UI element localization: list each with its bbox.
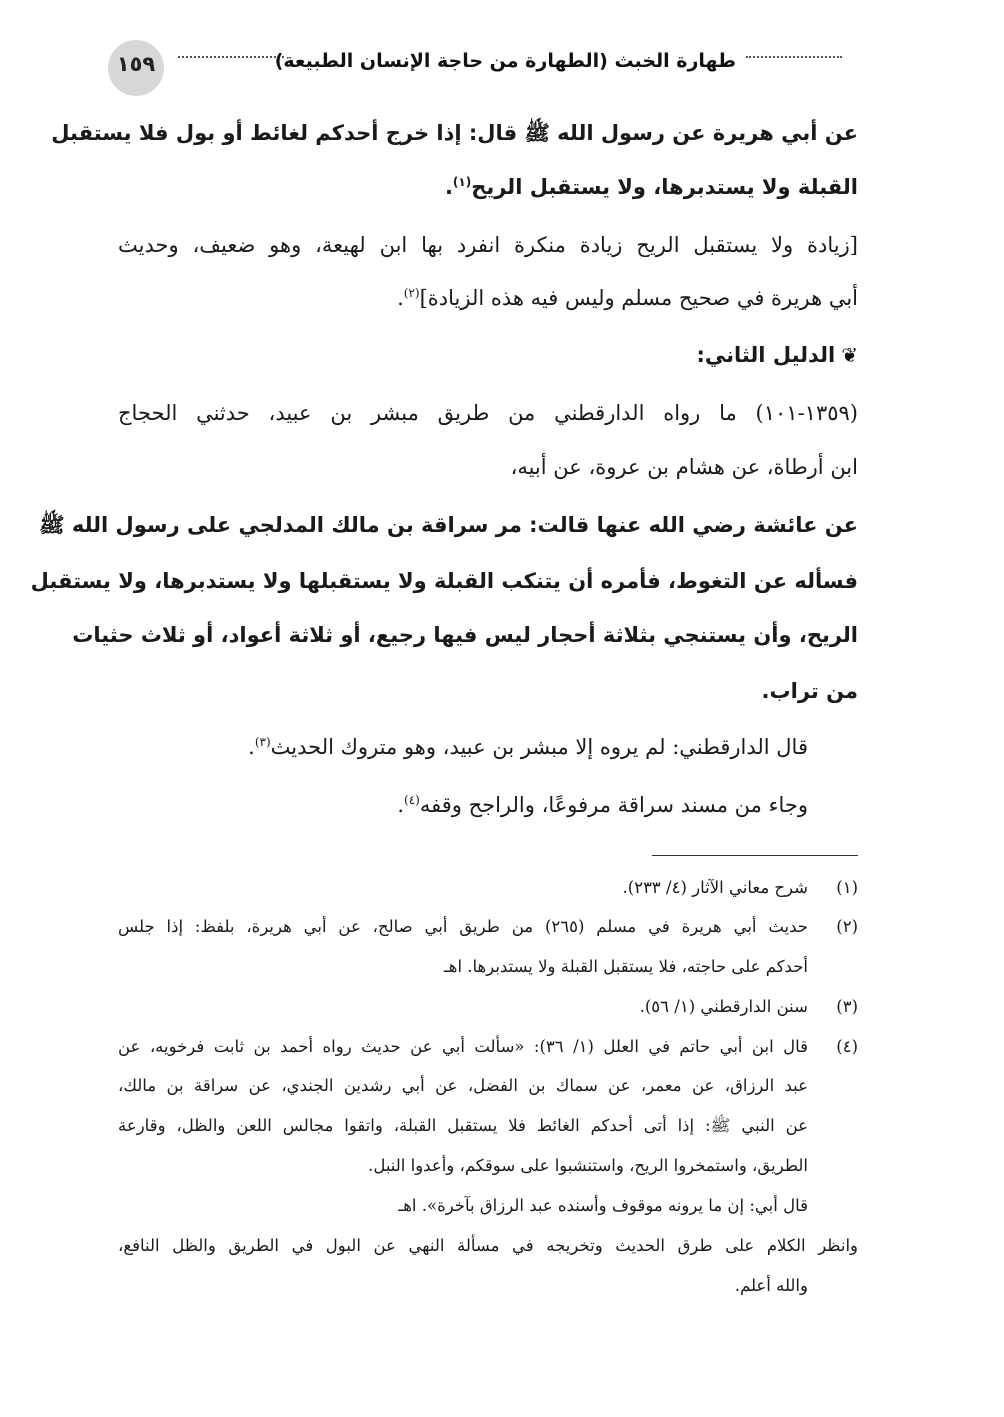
footnote-4-line-6: وانظر الكلام على طرق الحديث وتخريجه في مسألة النهي عن البول في الطريق والظل النافع، <box>118 1236 858 1255</box>
daraqutni-comment: قال الدارقطني: لم يروه إلا مبشر بن عبيد، وهو متروك الحديث$^{(٣)}$. <box>248 735 808 759</box>
footnote-ref-2[interactable]: (٢) <box>403 286 420 300</box>
footnote-1-text: شرح معاني الآثار (٤/ ٢٣٣). <box>622 878 808 897</box>
hadith-1-line-1: عن أبي هريرة عن رسول الله ﷺ قال: إذا خرج أحدكم لغائط أو بول فلا يستقبل <box>51 121 858 145</box>
footnote-3-number: (٣) <box>836 997 858 1016</box>
footnote-4-line-1: قال ابن أبي حاتم في العلل (١/ ٣٦): «سألت أبي عن حديث رواه أحمد بن ثابت فرخويه، عن <box>118 1037 808 1056</box>
header-dots-left <box>178 56 284 58</box>
note-line-1: [زيادة ولا يستقبل الريح زيادة منكرة انفرد بها ابن لهيعة، وهو ضعيف، وحديث <box>118 233 858 257</box>
chain-line-1: (١٣٥٩-١٠١) ما رواه الدارقطني من طريق مبشر بن عبيد، حدثني الحجاج <box>118 401 858 425</box>
footnote-3-text: سنن الدارقطني (١/ ٥٦). <box>639 997 808 1016</box>
hadith-2-line-1: عن عائشة رضي الله عنها قالت: مر سراقة بن مالك المدلجي على رسول الله ﷺ <box>39 513 858 537</box>
running-header-title: طهارة الخبث (الطهارة من حاجة الإنسان الطبيعة) <box>274 50 736 72</box>
hadith-2-line-3: الريح، وأن يستنجي بثلاثة أحجار ليس فيها رجيع، أو ثلاثة أعواد، أو ثلاث حثيات <box>72 623 858 647</box>
chain-line-2: ابن أرطاة، عن هشام بن عروة، عن أبيه، <box>510 455 858 479</box>
footnote-2-line-1: حديث أبي هريرة في مسلم (٢٦٥) من طريق أبي صالح، عن أبي هريرة، بلفظ: إذا جلس <box>118 917 808 936</box>
footnote-4-line-7: والله أعلم. <box>734 1276 808 1295</box>
footnote-ref-1[interactable]: (١) <box>452 175 472 189</box>
header-dots-right <box>746 56 842 58</box>
footnote-ref-4[interactable]: (٤) <box>404 793 420 807</box>
page-number: ١٥٩ <box>116 52 156 76</box>
section-heading: ❦الدليل الثاني: <box>696 340 858 370</box>
footnote-ref-3[interactable]: (٣) <box>254 735 271 749</box>
footnote-4-line-5: قال أبي: إن ما يرونه موقوف وأسنده عبد الرزاق بآخرة». اهـ <box>398 1196 808 1215</box>
note-line-2: أبي هريرة في صحيح مسلم وليس فيه هذه الزيادة]$^{(٢)}$. <box>397 286 858 310</box>
footnote-4-line-2: عبد الرزاق، عن معمر، عن سماك بن الفضل، عن أبي رشدين الجندي، عن سراقة بن مالك، <box>118 1076 808 1095</box>
footnote-4-line-3: عن النبي ﷺ: إذا أتى أحدكم الغائط فلا يستقبل القبلة، واتقوا مجالس اللعن والظل، وقارعة <box>118 1116 808 1135</box>
ruling-comment: وجاء من مسند سراقة مرفوعًا، والراجح وقفه$^{(٤)}$. <box>397 793 808 817</box>
footnote-2-line-2: أحدكم على حاجته، فلا يستقبل القبلة ولا يستدبرها. اهـ <box>443 957 808 976</box>
footnote-divider <box>652 855 858 856</box>
footnote-4-line-4: الطريق، واستمخروا الريح، واستنشبوا على سوقكم، وأعدوا النبل. <box>368 1156 808 1175</box>
footnote-2-number: (٢) <box>836 917 858 936</box>
hadith-1-line-2: القبلة ولا يستدبرها، ولا يستقبل الريح$^{(١)}$. <box>444 175 858 199</box>
leaf-bullet-icon: ❦ <box>841 343 858 367</box>
footnote-1-number: (١) <box>836 878 858 897</box>
hadith-2-line-4: من تراب. <box>761 679 858 703</box>
footnote-4-number: (٤) <box>836 1037 858 1056</box>
hadith-2-line-2: فسأله عن التغوط، فأمره أن يتنكب القبلة ولا يستقبلها ولا يستدبرها، ولا يستقبل <box>30 569 858 593</box>
